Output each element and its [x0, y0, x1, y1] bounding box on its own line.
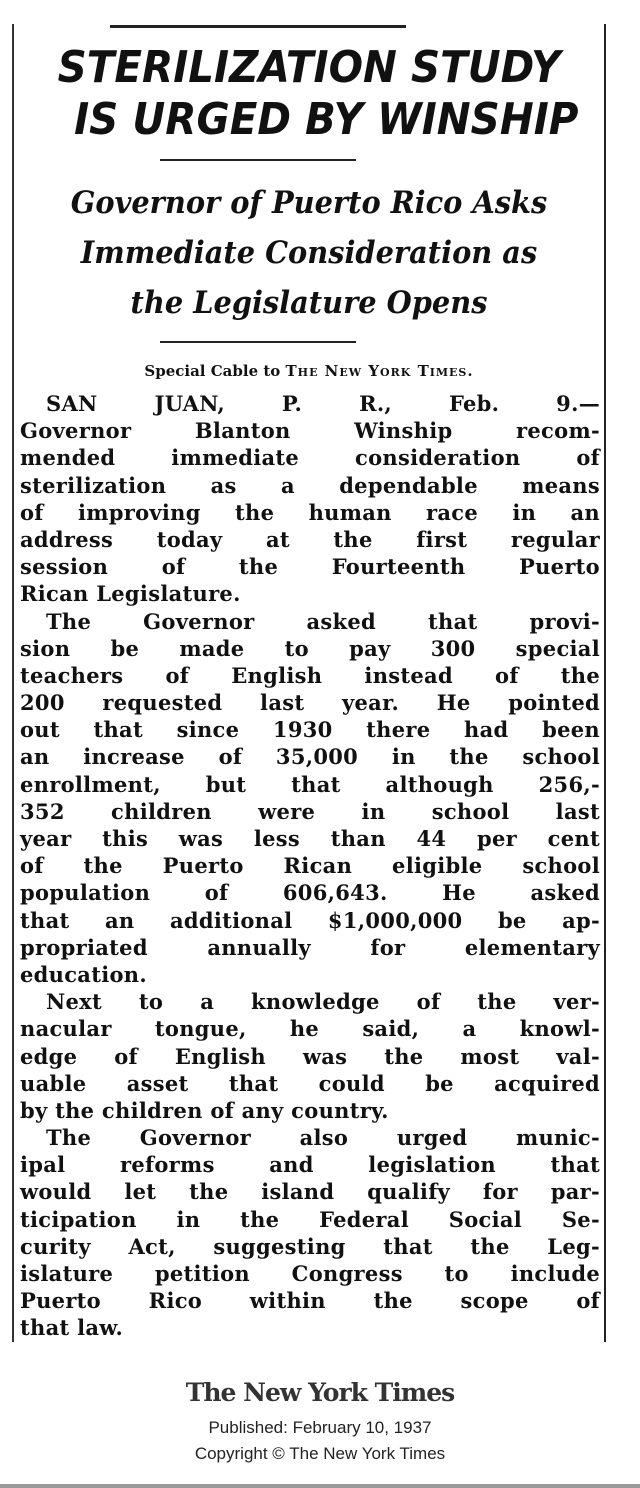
article-line: out that since 1930 there had been [20, 717, 600, 743]
article-line: SAN JUAN, P. R., Feb. 9.— [46, 391, 600, 416]
headline-line-1: STERILIZATION STUDY [57, 42, 561, 93]
article-line: curity Act, suggesting that the Leg- [20, 1233, 600, 1259]
article-line: edge of English was the most val- [20, 1043, 600, 1069]
bottom-divider [0, 1484, 640, 1488]
article-line: enrollment, but that although 256,- [20, 771, 600, 797]
dateline-credit [14, 362, 604, 380]
article-line: an increase of 35,000 in the school [20, 744, 600, 770]
article-line: Puerto Rico within the scope of [20, 1288, 600, 1314]
article-line: that an additional $1,000,000 be ap- [20, 907, 600, 933]
article-line: 352 children were in school last [20, 798, 600, 824]
article-line: education. [20, 961, 147, 987]
article-line: Next to a knowledge of the ver- [46, 989, 600, 1015]
column-border-left [12, 24, 14, 1342]
article-line: sion be made to pay 300 special [20, 635, 600, 661]
headline-line-2: IS URGED BY WINSHIP [74, 94, 579, 145]
cable-prefix: Special Cable to [144, 362, 281, 380]
deck-rule [160, 341, 356, 343]
nyt-logo: The New York Times [185, 1378, 455, 1407]
article-line: Rican Legislature. [20, 581, 241, 607]
article-line: nacular tongue, he said, a knowl- [20, 1016, 600, 1042]
article-line: ticipation in the Federal Social Se- [20, 1206, 600, 1232]
deck-line-2: Immediate Consideration as [80, 235, 538, 271]
article-line: uable asset that could be acquired [20, 1070, 600, 1096]
cable-publication: The New York Times. [285, 362, 474, 380]
article-line: address today at the first regular [20, 526, 600, 552]
article-line: population of 606,643. He asked [20, 880, 600, 906]
article-line: propriated annually for elementary [20, 934, 600, 960]
article-line: of improving the human race in an [20, 499, 600, 525]
article-line: islature petition Congress to include [20, 1261, 600, 1286]
column-border-right [604, 24, 606, 1342]
article-line: The Governor also urged munic- [46, 1125, 600, 1151]
article-line: The Governor asked that provi- [46, 608, 600, 634]
article-line: would let the island qualify for par- [20, 1179, 600, 1205]
article-body [20, 390, 600, 1342]
article-line: of the Puerto Rican eligible school [20, 853, 600, 879]
article-line: that law. [20, 1315, 124, 1341]
top-rule [110, 25, 406, 28]
copyright-notice: Copyright © The New York Times [194, 1444, 446, 1463]
article-line: Governor Blanton Winship recom- [20, 418, 600, 444]
article-line: year this was less than 44 per cent [20, 826, 600, 851]
article-line: mended immediate consideration of [20, 445, 600, 471]
published-date: Published: February 10, 1937 [208, 1418, 432, 1437]
article-line: sterilization as a dependable means [20, 472, 600, 498]
article-line: teachers of English instead of the [20, 662, 600, 688]
article-line: by the children of any country. [20, 1097, 389, 1123]
article-line: ipal reforms and legislation that [20, 1152, 600, 1178]
deck-line-1: Governor of Puerto Rico Asks [70, 185, 548, 221]
deck-line-3: the Legislature Opens [130, 285, 488, 321]
article-line: session of the Fourteenth Puerto [20, 554, 600, 580]
headline-rule [160, 159, 356, 161]
article-line: 200 requested last year. He pointed [20, 690, 600, 716]
